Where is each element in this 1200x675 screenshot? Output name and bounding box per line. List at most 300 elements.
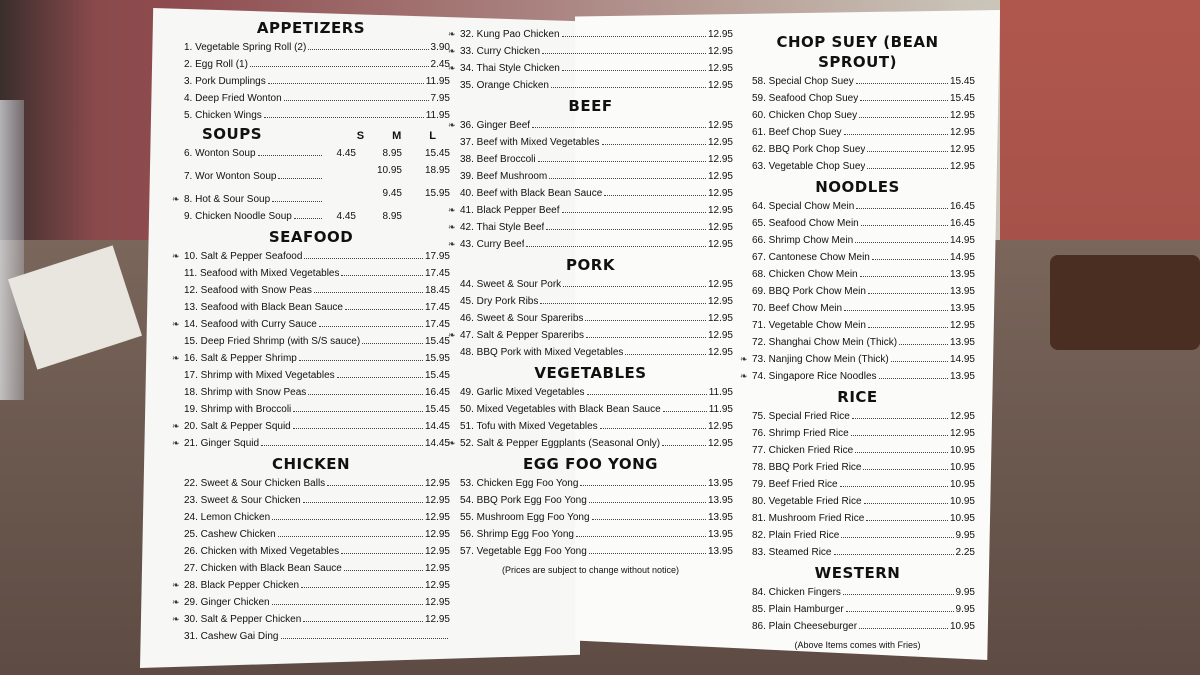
menu-item-name: 19. Shrimp with Broccoli	[184, 404, 292, 415]
menu-item-name: 77. Chicken Fried Rice	[752, 445, 854, 456]
menu-item	[740, 73, 975, 90]
menu-item	[740, 124, 975, 141]
leader-dots	[879, 369, 948, 379]
menu-item	[740, 266, 975, 283]
chili-pepper-icon: ❧	[172, 597, 180, 607]
booth-seat	[1000, 0, 1200, 260]
soup-prices	[324, 145, 450, 162]
menu-item-price: 12.95	[424, 546, 450, 557]
menu-item-name: 63. Vegetable Chop Suey	[752, 161, 866, 172]
soup-prices	[324, 162, 450, 179]
menu-item	[172, 333, 450, 350]
soup-price-l: 15.95	[424, 188, 450, 199]
menu-item-price: 15.45	[424, 370, 450, 381]
leader-dots	[268, 74, 424, 84]
menu-item-price: 12.95	[707, 188, 733, 199]
section-title-chop-suey: CHOP SUEY (BEAN SPROUT)	[776, 33, 939, 71]
menu-item-name: 82. Plain Fried Rice	[752, 530, 840, 541]
leader-dots	[856, 74, 948, 84]
menu-item-price: 12.95	[707, 438, 733, 449]
menu-item-name: 4. Deep Fried Wonton	[184, 93, 282, 104]
chili-pepper-icon: ❧	[448, 46, 456, 56]
menu-item-name: 53. Chicken Egg Foo Yong	[460, 478, 579, 489]
menu-item-price: 14.95	[949, 252, 975, 263]
soup-price-s: 4.45	[336, 148, 356, 159]
leader-dots	[293, 419, 423, 429]
section-title-egg-foo-yong: EGG FOO YONG	[522, 455, 658, 473]
leader-dots	[540, 294, 706, 304]
menu-item	[448, 526, 733, 543]
menu-item	[740, 584, 975, 601]
menu-item-name: 57. Vegetable Egg Foo Yong	[460, 546, 587, 557]
leader-dots	[846, 602, 954, 612]
leader-dots	[866, 511, 948, 521]
menu-item	[740, 351, 975, 368]
menu-item-price: 14.95	[949, 235, 975, 246]
menu-item-name: 78. BBQ Pork Fried Rice	[752, 462, 862, 473]
leader-dots	[859, 619, 948, 629]
menu-item-name: 55. Mushroom Egg Foo Yong	[460, 512, 590, 523]
leader-dots	[546, 220, 706, 230]
leader-dots	[891, 352, 948, 362]
menu-item-price: 11.95	[708, 404, 733, 415]
leader-dots	[532, 118, 706, 128]
size-s-label: S	[356, 130, 365, 142]
menu-item-name: 27. Chicken with Black Bean Sauce	[184, 563, 342, 574]
section-list	[448, 276, 733, 361]
leader-dots	[542, 44, 706, 54]
menu-item-price: 17.95	[424, 251, 450, 262]
menu-item-price: 12.95	[707, 330, 733, 341]
menu-item-price: 15.45	[424, 404, 450, 415]
chili-pepper-icon: ❧	[448, 438, 456, 448]
menu-item-price: 10.95	[949, 496, 975, 507]
menu-item	[448, 236, 733, 253]
leader-dots	[299, 351, 423, 361]
leader-dots	[840, 477, 948, 487]
leader-dots	[327, 476, 423, 486]
menu-item	[172, 350, 450, 367]
menu-item	[448, 310, 733, 327]
leader-dots	[261, 436, 423, 446]
water-glass	[0, 100, 24, 400]
menu-item-price: 12.95	[424, 495, 450, 506]
menu-item-name: 10. Salt & Pepper Seafood	[184, 251, 303, 262]
wallet	[1050, 255, 1200, 350]
menu-item	[740, 408, 975, 425]
menu-item-name: 86. Plain Cheeseburger	[752, 621, 858, 632]
menu-item-price: 13.95	[949, 303, 975, 314]
soups-list	[172, 145, 450, 225]
menu-item	[740, 283, 975, 300]
leader-dots	[278, 527, 423, 537]
menu-item	[740, 198, 975, 215]
menu-item	[448, 219, 733, 236]
menu-item	[172, 367, 450, 384]
menu-item-name: 39. Beef Mushroom	[460, 171, 548, 182]
menu-item-price: 2.25	[955, 547, 975, 558]
soup-price-l	[414, 208, 450, 225]
menu-item-price: 14.45	[424, 421, 450, 432]
menu-item-price: 3.90	[430, 42, 450, 53]
menu-item	[448, 202, 733, 219]
chili-pepper-icon: ❧	[172, 319, 180, 329]
menu-item	[448, 418, 733, 435]
leader-dots	[341, 266, 422, 276]
menu-item-name: 31. Cashew Gai Ding	[184, 631, 279, 642]
section-list	[172, 39, 450, 124]
menu-item-name: 18. Shrimp with Snow Peas	[184, 387, 307, 398]
menu-item	[448, 168, 733, 185]
fries-note: (Above Items comes with Fries)	[794, 640, 921, 650]
menu-item	[172, 435, 450, 452]
menu-item-name: 6. Wonton Soup	[184, 148, 256, 159]
menu-item-name: 52. Salt & Pepper Eggplants (Seasonal Only)	[460, 438, 661, 449]
menu-item-name: 35. Orange Chicken	[460, 80, 549, 91]
menu-item-price: 13.95	[707, 512, 733, 523]
menu-item-name: 15. Deep Fried Shrimp (with S/S sauce)	[184, 336, 361, 347]
menu-column-1	[172, 16, 450, 645]
soups-header-row	[172, 124, 450, 145]
menu-item	[172, 107, 450, 124]
leader-dots	[301, 578, 423, 588]
menu-item-name: 1. Vegetable Spring Roll (2)	[184, 42, 307, 53]
section-title-western: WESTERN	[814, 564, 901, 582]
menu-item	[172, 492, 450, 509]
soup-prices	[324, 185, 450, 202]
menu-item	[740, 425, 975, 442]
menu-item-name: 83. Steamed Rice	[752, 547, 832, 558]
menu-item-name: 72. Shanghai Chow Mein (Thick)	[752, 337, 898, 348]
menu-item	[740, 232, 975, 249]
menu-item-name: 14. Seafood with Curry Sauce	[184, 319, 317, 330]
soup-size-labels	[292, 128, 450, 145]
menu-item	[740, 90, 975, 107]
menu-item-name: 43. Curry Beef	[460, 239, 525, 250]
section-title-seafood: SEAFOOD	[268, 228, 354, 246]
leader-dots	[861, 216, 948, 226]
section-list	[740, 584, 975, 635]
menu-item	[172, 90, 450, 107]
menu-item	[448, 327, 733, 344]
menu-item	[740, 317, 975, 334]
menu-item-price: 16.45	[949, 201, 975, 212]
leader-dots	[258, 146, 322, 156]
menu-item-price: 10.95	[949, 621, 975, 632]
menu-item	[740, 527, 975, 544]
menu-item	[740, 476, 975, 493]
menu-item-price: 12.95	[707, 63, 733, 74]
menu-item-price: 12.95	[424, 478, 450, 489]
menu-item-price: 12.95	[707, 279, 733, 290]
menu-item	[448, 60, 733, 77]
section-title-beef: BEEF	[568, 97, 613, 115]
soup-price-l: 15.45	[424, 148, 450, 159]
menu-item-name: 58. Special Chop Suey	[752, 76, 854, 87]
menu-item-price: 13.95	[949, 286, 975, 297]
menu-item-name: 66. Shrimp Chow Mein	[752, 235, 854, 246]
menu-item-name: 65. Seafood Chow Mein	[752, 218, 859, 229]
menu-item-price: 13.95	[949, 371, 975, 382]
menu-item	[740, 141, 975, 158]
menu-item-price: 12.95	[707, 347, 733, 358]
menu-item	[740, 249, 975, 266]
leader-dots	[844, 125, 948, 135]
menu-item	[740, 368, 975, 385]
leader-dots	[662, 436, 706, 446]
menu-item	[740, 334, 975, 351]
leader-dots	[526, 237, 705, 247]
menu-item-price: 11.95	[708, 387, 733, 398]
menu-item	[740, 618, 975, 635]
menu-item	[740, 544, 975, 561]
menu-item-price: 12.95	[707, 120, 733, 131]
leader-dots	[855, 443, 948, 453]
menu-item-price: 15.45	[949, 76, 975, 87]
menu-item	[740, 459, 975, 476]
section-title-appetizers: APPETIZERS	[256, 19, 366, 37]
menu-item-price: 15.45	[949, 93, 975, 104]
leader-dots	[864, 494, 948, 504]
menu-item	[172, 560, 450, 577]
chili-pepper-icon: ❧	[448, 63, 456, 73]
section-list	[172, 475, 450, 645]
menu-item-price: 12.95	[707, 171, 733, 182]
menu-item-name: 69. BBQ Pork Chow Mein	[752, 286, 866, 297]
menu-item	[448, 26, 733, 43]
menu-item	[172, 418, 450, 435]
section-title-rice: RICE	[837, 388, 878, 406]
leader-dots	[303, 612, 423, 622]
menu-item-name: 47. Salt & Pepper Spareribs	[460, 330, 584, 341]
menu-item-name: 16. Salt & Pepper Shrimp	[184, 353, 297, 364]
section-title-pork: PORK	[566, 256, 615, 274]
menu-item-name: 75. Special Fried Rice	[752, 411, 850, 422]
menu-item-price: 12.95	[707, 46, 733, 57]
size-l-label: L	[429, 130, 436, 142]
menu-item-price: 13.95	[707, 546, 733, 557]
leader-dots	[604, 186, 706, 196]
chili-pepper-icon: ❧	[448, 330, 456, 340]
menu-item-price: 12.95	[949, 144, 975, 155]
menu-item	[448, 185, 733, 202]
soup-price-m: 8.95	[382, 211, 402, 222]
leader-dots	[272, 192, 322, 202]
leader-dots	[562, 203, 706, 213]
menu-item-name: 30. Salt & Pepper Chicken	[184, 614, 302, 625]
menu-item-price: 9.95	[955, 587, 975, 598]
menu-item-name: 74. Singapore Rice Noodles	[752, 371, 877, 382]
menu-item-price: 13.95	[707, 478, 733, 489]
leader-dots	[362, 334, 423, 344]
section-list	[740, 408, 975, 561]
menu-item	[740, 493, 975, 510]
chili-pepper-icon: ❧	[172, 194, 180, 204]
leader-dots	[602, 135, 706, 145]
menu-item-name: 29. Ginger Chicken	[184, 597, 270, 608]
section-list	[448, 117, 733, 253]
menu-item-name: 20. Salt & Pepper Squid	[184, 421, 291, 432]
menu-item-name: 51. Tofu with Mixed Vegetables	[460, 421, 598, 432]
leader-dots	[293, 402, 423, 412]
leader-dots	[319, 317, 423, 327]
menu-item-price: 12.95	[424, 597, 450, 608]
menu-item	[740, 215, 975, 232]
leader-dots	[867, 159, 948, 169]
leader-dots	[592, 510, 706, 520]
menu-item-price: 12.95	[424, 529, 450, 540]
soup-price-s	[324, 162, 356, 179]
menu-item-name: 67. Cantonese Chow Mein	[752, 252, 870, 263]
menu-item	[448, 117, 733, 134]
menu-item	[448, 293, 733, 310]
menu-item-price: 10.95	[949, 462, 975, 473]
leader-dots	[562, 61, 706, 71]
leader-dots	[843, 585, 954, 595]
menu-item-price: 12.95	[949, 320, 975, 331]
leader-dots	[855, 233, 948, 243]
menu-item	[448, 492, 733, 509]
menu-item	[172, 39, 450, 56]
menu-item-name: 3. Pork Dumplings	[184, 76, 266, 87]
menu-item	[448, 475, 733, 492]
menu-item-name: 73. Nanjing Chow Mein (Thick)	[752, 354, 889, 365]
menu-item-name: 68. Chicken Chow Mein	[752, 269, 858, 280]
leader-dots	[844, 301, 948, 311]
leader-dots	[589, 544, 706, 554]
leader-dots	[563, 277, 706, 287]
menu-item	[448, 276, 733, 293]
leader-dots	[314, 283, 423, 293]
leader-dots	[264, 108, 424, 118]
leader-dots	[834, 545, 954, 555]
menu-item	[172, 594, 450, 611]
leader-dots	[308, 40, 428, 50]
menu-item-price: 12.95	[949, 110, 975, 121]
leader-dots	[272, 510, 423, 520]
menu-item-name: 25. Cashew Chicken	[184, 529, 276, 540]
menu-item-name: 26. Chicken with Mixed Vegetables	[184, 546, 340, 557]
leader-dots	[585, 311, 706, 321]
leader-dots	[538, 152, 706, 162]
leader-dots	[899, 335, 948, 345]
leader-dots	[250, 57, 429, 67]
chili-pepper-icon: ❧	[172, 580, 180, 590]
menu-item-price: 12.95	[949, 127, 975, 138]
chili-pepper-icon: ❧	[172, 353, 180, 363]
section-list	[740, 73, 975, 175]
menu-item	[740, 442, 975, 459]
menu-item	[172, 282, 450, 299]
menu-item-name: 49. Garlic Mixed Vegetables	[460, 387, 585, 398]
menu-item-name: 59. Seafood Chop Suey	[752, 93, 859, 104]
menu-item-price: 12.95	[707, 137, 733, 148]
menu-item	[172, 145, 450, 162]
menu-item-price: 13.95	[707, 495, 733, 506]
menu-item-name: 64. Special Chow Mein	[752, 201, 855, 212]
menu-item-name: 40. Beef with Black Bean Sauce	[460, 188, 603, 199]
leader-dots	[851, 426, 948, 436]
leader-dots	[337, 368, 423, 378]
menu-item-name: 79. Beef Fried Rice	[752, 479, 838, 490]
leader-dots	[281, 629, 449, 639]
menu-item	[448, 401, 733, 418]
menu-item-name: 2. Egg Roll (1)	[184, 59, 248, 70]
menu-item-name: 84. Chicken Fingers	[752, 587, 841, 598]
menu-item-name: 5. Chicken Wings	[184, 110, 262, 121]
menu-item-name: 23. Sweet & Sour Chicken	[184, 495, 301, 506]
menu-item-price: 12.95	[949, 411, 975, 422]
menu-item-name: 56. Shrimp Egg Foo Yong	[460, 529, 574, 540]
menu-item	[740, 601, 975, 618]
menu-item-price: 13.95	[949, 269, 975, 280]
menu-item-name: 48. BBQ Pork with Mixed Vegetables	[460, 347, 624, 358]
leader-dots	[308, 385, 423, 395]
menu-item-price: 12.95	[707, 222, 733, 233]
menu-item	[740, 510, 975, 527]
menu-item-price: 11.95	[425, 110, 450, 121]
menu-item-name: 70. Beef Chow Mein	[752, 303, 843, 314]
soup-price-s	[324, 185, 356, 202]
menu-item-name: 21. Ginger Squid	[184, 438, 260, 449]
menu-item-name: 50. Mixed Vegetables with Black Bean Sauce	[460, 404, 661, 415]
soup-price-m: 9.45	[382, 188, 402, 199]
menu-item	[448, 77, 733, 94]
leader-dots	[341, 544, 423, 554]
menu-item-name: 38. Beef Broccoli	[460, 154, 536, 165]
leader-dots	[576, 527, 706, 537]
menu-item-price: 12.95	[707, 205, 733, 216]
chili-pepper-icon: ❧	[448, 239, 456, 249]
menu-item-name: 34. Thai Style Chicken	[460, 63, 560, 74]
leader-dots	[580, 476, 706, 486]
menu-item	[448, 151, 733, 168]
chili-pepper-icon: ❧	[740, 371, 748, 381]
menu-item	[172, 185, 450, 208]
menu-item-price: 7.95	[430, 93, 450, 104]
menu-item-price: 15.95	[424, 353, 450, 364]
menu-item	[172, 56, 450, 73]
menu-item-name: 71. Vegetable Chow Mein	[752, 320, 866, 331]
menu-item	[740, 300, 975, 317]
menu-item-name: 41. Black Pepper Beef	[460, 205, 560, 216]
leader-dots	[587, 385, 707, 395]
menu-item-price: 9.95	[955, 604, 975, 615]
menu-item-price: 13.95	[949, 337, 975, 348]
leader-dots	[625, 345, 706, 355]
chili-pepper-icon: ❧	[172, 614, 180, 624]
menu-item-name: 11. Seafood with Mixed Vegetables	[184, 268, 340, 279]
menu-item-price: 14.95	[949, 354, 975, 365]
menu-item-price: 17.45	[424, 302, 450, 313]
leader-dots	[345, 300, 423, 310]
leader-dots	[663, 402, 707, 412]
menu-item-price: 10.95	[949, 513, 975, 524]
menu-item-name: 9. Chicken Noodle Soup	[184, 211, 292, 222]
section-title-soups: SOUPS	[201, 125, 263, 143]
menu-item-name: 33. Curry Chicken	[460, 46, 541, 57]
menu-item-price: 12.95	[707, 239, 733, 250]
menu-item-price: 12.95	[707, 421, 733, 432]
menu-item-name: 76. Shrimp Fried Rice	[752, 428, 849, 439]
leader-dots	[859, 108, 948, 118]
menu-item-name: 22. Sweet & Sour Chicken Balls	[184, 478, 326, 489]
menu-item	[740, 158, 975, 175]
menu-item-name: 80. Vegetable Fried Rice	[752, 496, 862, 507]
chili-pepper-icon: ❧	[172, 251, 180, 261]
menu-item-price: 12.95	[424, 563, 450, 574]
menu-item-name: 62. BBQ Pork Chop Suey	[752, 144, 866, 155]
